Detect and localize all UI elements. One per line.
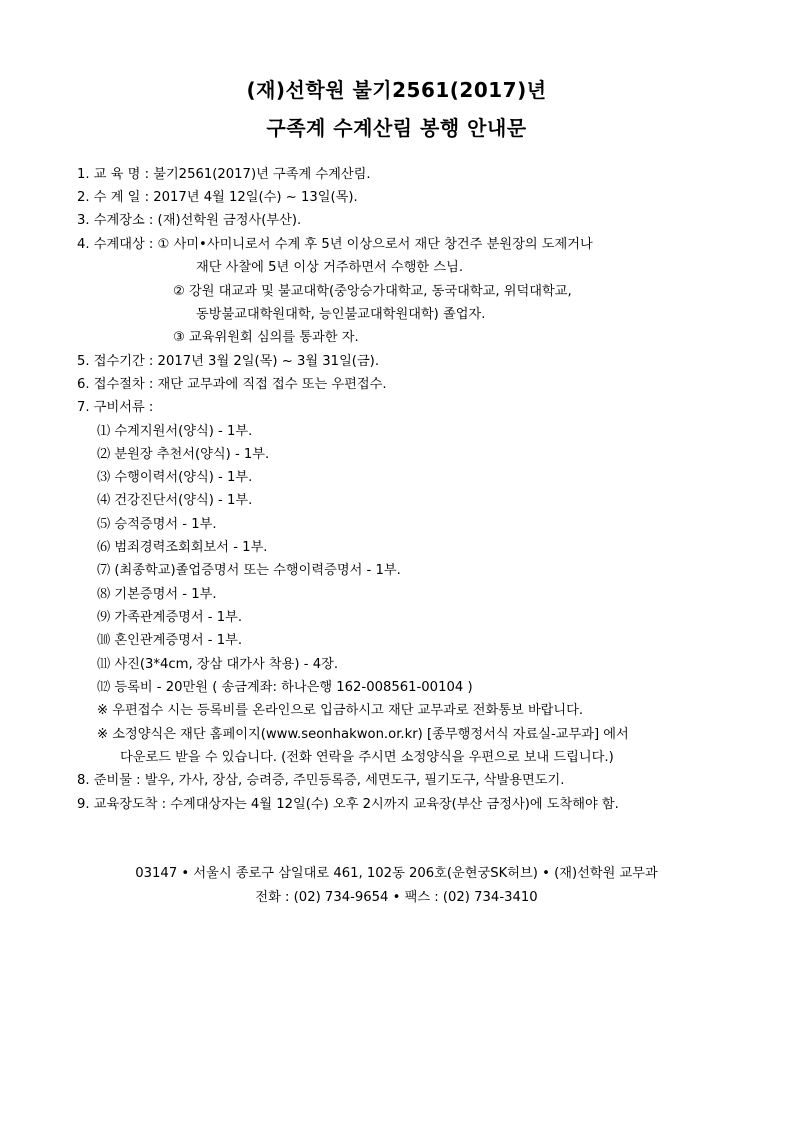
item-ordination-date: 2. 수 계 일 : 2017년 4월 12일(수) ~ 13일(목). (77, 190, 358, 205)
document-1: ⑴ 수계지원서(양식) - 1부. (97, 424, 253, 439)
note-forms-cont: 다운로드 받을 수 있습니다. (전화 연락을 주시면 소정양식을 우편으로 보내 드립니다.) (120, 750, 614, 765)
document-2: ⑵ 분원장 추천서(양식) - 1부. (97, 447, 270, 462)
document-5: ⑸ 승적증명서 - 1부. (97, 517, 217, 532)
item-eligibility: 4. 수계대상 : ① 사미•사미니로서 수계 후 5년 이상으로서 재단 창건주 분원장의 도제거나 (77, 237, 593, 252)
item-required-documents: 7. 구비서류 : (77, 400, 154, 415)
note-forms: ※ 소정양식은 재단 홈페이지(www.seonhakwon.or.kr) [종무행정서식 자료실-교무과] 에서 (97, 727, 629, 742)
footer-contact: 전화 : (02) 734-9654 • 팩스 : (02) 734-3410 (255, 890, 538, 905)
document-3: ⑶ 수행이력서(양식) - 1부. (97, 470, 253, 485)
document-title: (재)선학원 불기2561(2017)년 (246, 78, 547, 102)
item-program-name: 1. 교 육 명 : 불기2561(2017)년 구족계 수계산림. (77, 167, 371, 182)
item-eligibility-2: ② 강원 대교과 및 불교대학(중앙승가대학교, 동국대학교, 위덕대학교, (173, 284, 572, 299)
document-12: ⑿ 등록비 - 20만원 ( 송금계좌: 하나은행 162-008561-00104 ) (97, 680, 473, 695)
item-eligibility-2-cont: 동방불교대학원대학, 능인불교대학원대학) 졸업자. (196, 307, 486, 322)
item-application-period: 5. 접수기간 : 2017년 3월 2일(목) ~ 3월 31일(금). (77, 354, 380, 369)
document-4: ⑷ 건강진단서(양식) - 1부. (97, 493, 253, 508)
item-arrival: 9. 교육장도착 : 수계대상자는 4월 12일(수) 오후 2시까지 교육장(부산 금정사)에 도착해야 함. (77, 797, 619, 812)
footer-address: 03147 • 서울시 종로구 삼일대로 461, 102동 206호(운현궁SK허브) • (재)선학원 교무과 (135, 866, 658, 881)
item-application-procedure: 6. 접수절차 : 재단 교무과에 직접 접수 또는 우편접수. (77, 377, 387, 392)
item-eligibility-3: ③ 교육위원회 심의를 통과한 자. (173, 330, 359, 345)
item-supplies: 8. 준비물 : 발우, 가사, 장삼, 승려증, 주민등록증, 세면도구, 필기도구, 삭발용면도기. (77, 773, 565, 788)
document-11: ⑾ 사진(3*4cm, 장삼 대가사 착용) - 4장. (97, 657, 339, 672)
document-subtitle: 구족계 수계산림 봉행 안내문 (266, 116, 527, 140)
document-7: ⑺ (최종학교)졸업증명서 또는 수행이력증명서 - 1부. (97, 563, 401, 578)
note-mail-application: ※ 우편접수 시는 등록비를 온라인으로 입금하시고 재단 교무과로 전화통보 바랍니다. (97, 703, 584, 718)
document-9: ⑼ 가족관계증명서 - 1부. (97, 610, 243, 625)
item-eligibility-cont: 재단 사찰에 5년 이상 거주하면서 수행한 스님. (196, 260, 464, 275)
document-6: ⑹ 범죄경력조회회보서 - 1부. (97, 540, 268, 555)
item-venue: 3. 수계장소 : (재)선학원 금정사(부산). (77, 213, 302, 228)
document-10: ⑽ 혼인관계증명서 - 1부. (97, 633, 243, 648)
document-8: ⑻ 기본증명서 - 1부. (97, 587, 217, 602)
